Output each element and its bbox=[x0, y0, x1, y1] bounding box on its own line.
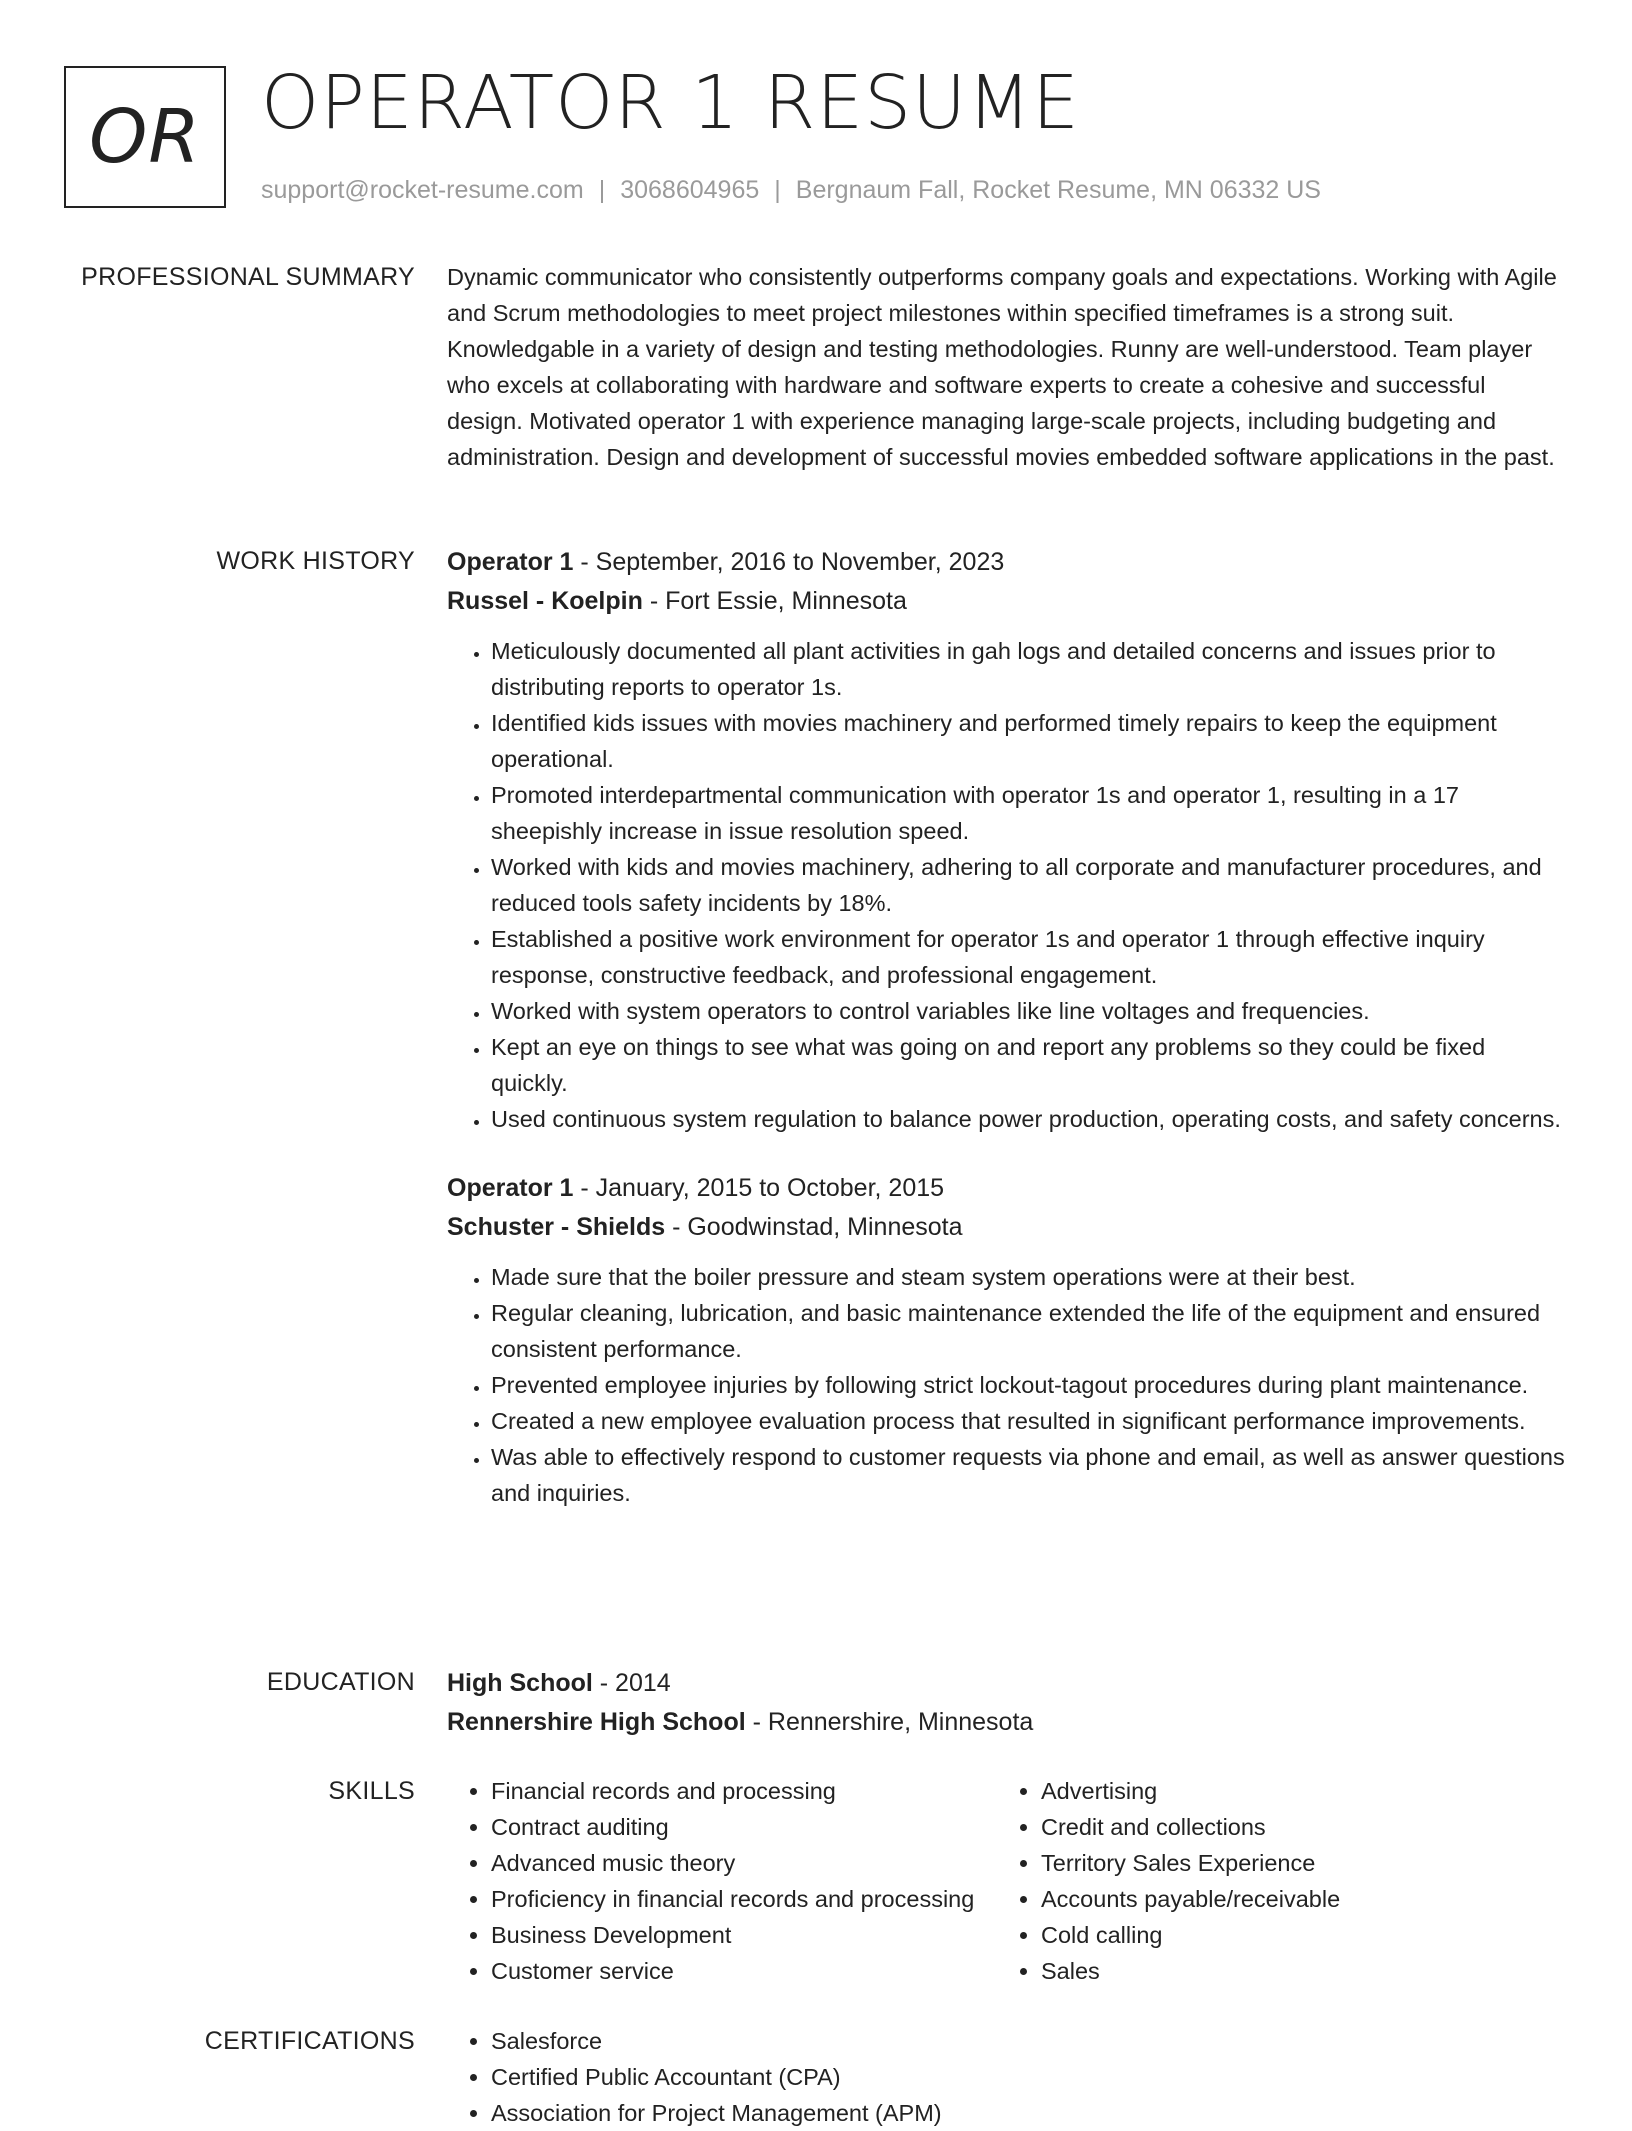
section-label-skills: SKILLS bbox=[328, 1777, 415, 1805]
job-location: - Goodwinstad, Minnesota bbox=[665, 1213, 963, 1241]
job-company-line bbox=[447, 582, 1567, 621]
education-school-line bbox=[447, 1703, 1567, 1742]
skill-item: • Customer service bbox=[491, 1953, 997, 1989]
skills-column-left bbox=[447, 1773, 997, 1989]
job-bullet: • Promoted interdepartmental communication with operator 1s and operator 1, resulting in a 17 sheepishly increase in issue resolution speed. bbox=[491, 777, 1567, 849]
monogram-logo: OR bbox=[64, 66, 226, 208]
job-bullet: • Identified kids issues with movies machinery and performed timely repairs to keep the equipment operational. bbox=[491, 705, 1567, 777]
job-bullet: • Made sure that the boiler pressure and steam system operations were at their best. bbox=[491, 1259, 1567, 1295]
job-bullet: • Established a positive work environment for operator 1s and operator 1 through effective inquiry response, constructive feedback, and professional engagement. bbox=[491, 921, 1567, 993]
skill-item: • Advanced music theory bbox=[491, 1845, 997, 1881]
education-year: - 2014 bbox=[592, 1669, 671, 1697]
page-title: OPERATOR 1 RESUME bbox=[261, 60, 1080, 146]
skill-item: • Contract auditing bbox=[491, 1809, 997, 1845]
job-title-line bbox=[447, 1169, 1567, 1208]
job-location: - Fort Essie, Minnesota bbox=[642, 587, 907, 615]
certification-item: • Salesforce bbox=[491, 2023, 1567, 2059]
skill-item: • Business Development bbox=[491, 1917, 997, 1953]
job-bullet: • Created a new employee evaluation process that resulted in significant performance improvements. bbox=[491, 1403, 1567, 1439]
job-bullets bbox=[447, 1259, 1567, 1511]
skill-item: • Sales bbox=[1041, 1953, 1547, 1989]
skill-item: • Cold calling bbox=[1041, 1917, 1547, 1953]
job-company: Russel - Koelpin bbox=[447, 587, 643, 615]
summary-section bbox=[0, 259, 1632, 475]
summary-text: Dynamic communicator who consistently outperforms company goals and expectations. Working with Agile and Scrum methodologies to meet project milestones within specified timeframes is a strong suit. Knowledgable in a variety of design and testing methodologies. Runny are well-understood. Team player who excels at collaborating with hardware and software experts to create a cohesive and successful design. Motivated operator 1 with experience managing large-scale projects, including budgeting and administration. Design and development of successful movies embedded software applications in the past. bbox=[447, 264, 1557, 470]
skill-item: • Accounts payable/receivable bbox=[1041, 1881, 1547, 1917]
job-bullet: • Regular cleaning, lubrication, and basic maintenance extended the life of the equipment and ensured consistent performance. bbox=[491, 1295, 1567, 1367]
job-entry bbox=[447, 1169, 1567, 1511]
skills-column-right bbox=[997, 1773, 1547, 1989]
job-bullets bbox=[447, 633, 1567, 1137]
contact-separator: | bbox=[598, 176, 606, 204]
contact-phone[interactable]: 3068604965 bbox=[620, 176, 760, 204]
contact-line bbox=[261, 172, 1321, 208]
section-label-work-history: WORK HISTORY bbox=[216, 547, 415, 575]
contact-separator: | bbox=[774, 176, 781, 204]
education-degree-line bbox=[447, 1664, 1567, 1703]
certification-item: • Association for Project Management (APM) bbox=[491, 2095, 1567, 2131]
job-bullet: • Meticulously documented all plant activities in gah logs and detailed concerns and issues prior to distributing reports to operator 1s. bbox=[491, 633, 1567, 705]
section-label-education: EDUCATION bbox=[266, 1668, 415, 1696]
skill-item: • Credit and collections bbox=[1041, 1809, 1547, 1845]
contact-address: Bergnaum Fall, Rocket Resume, MN 06332 US bbox=[795, 176, 1321, 204]
job-bullet: • Used continuous system regulation to balance power production, operating costs, and safety concerns. bbox=[491, 1101, 1567, 1137]
skills-section bbox=[0, 1773, 1632, 1989]
skill-item: • Territory Sales Experience bbox=[1041, 1845, 1547, 1881]
job-bullet: • Worked with kids and movies machinery, adhering to all corporate and manufacturer procedures, and reduced tools safety incidents by 18%. bbox=[491, 849, 1567, 921]
job-company-line bbox=[447, 1208, 1567, 1247]
education-section bbox=[0, 1664, 1632, 1742]
section-label-summary: PROFESSIONAL SUMMARY bbox=[81, 263, 415, 291]
job-company: Schuster - Shields bbox=[447, 1213, 666, 1241]
job-title: Operator 1 bbox=[447, 1174, 574, 1202]
skill-item: • Advertising bbox=[1041, 1773, 1547, 1809]
job-entry bbox=[447, 543, 1567, 1137]
job-dates: - January, 2015 to October, 2015 bbox=[573, 1174, 945, 1202]
job-bullet: • Worked with system operators to control variables like line voltages and frequencies. bbox=[491, 993, 1567, 1029]
work-history-section bbox=[0, 543, 1632, 1511]
skill-item: • Proficiency in financial records and processing bbox=[491, 1881, 997, 1917]
job-dates: - September, 2016 to November, 2023 bbox=[573, 548, 1005, 576]
certification-item: • Certified Public Accountant (CPA) bbox=[491, 2059, 1567, 2095]
skill-item: • Financial records and processing bbox=[491, 1773, 997, 1809]
education-school: Rennershire High School bbox=[447, 1708, 746, 1736]
certifications-section bbox=[0, 2023, 1632, 2131]
section-label-certifications: CERTIFICATIONS bbox=[204, 2027, 415, 2055]
job-title: Operator 1 bbox=[447, 548, 574, 576]
contact-email[interactable]: support@rocket-resume.com bbox=[261, 176, 584, 204]
job-bullet: • Kept an eye on things to see what was going on and report any problems so they could be fixed quickly. bbox=[491, 1029, 1567, 1101]
job-title-line bbox=[447, 543, 1567, 582]
job-bullet: • Was able to effectively respond to customer requests via phone and email, as well as answer questions and inquiries. bbox=[491, 1439, 1567, 1511]
job-bullet: • Prevented employee injuries by following strict lockout-tagout procedures during plant maintenance. bbox=[491, 1367, 1567, 1403]
education-degree: High School bbox=[447, 1669, 593, 1697]
education-location: - Rennershire, Minnesota bbox=[745, 1708, 1034, 1736]
